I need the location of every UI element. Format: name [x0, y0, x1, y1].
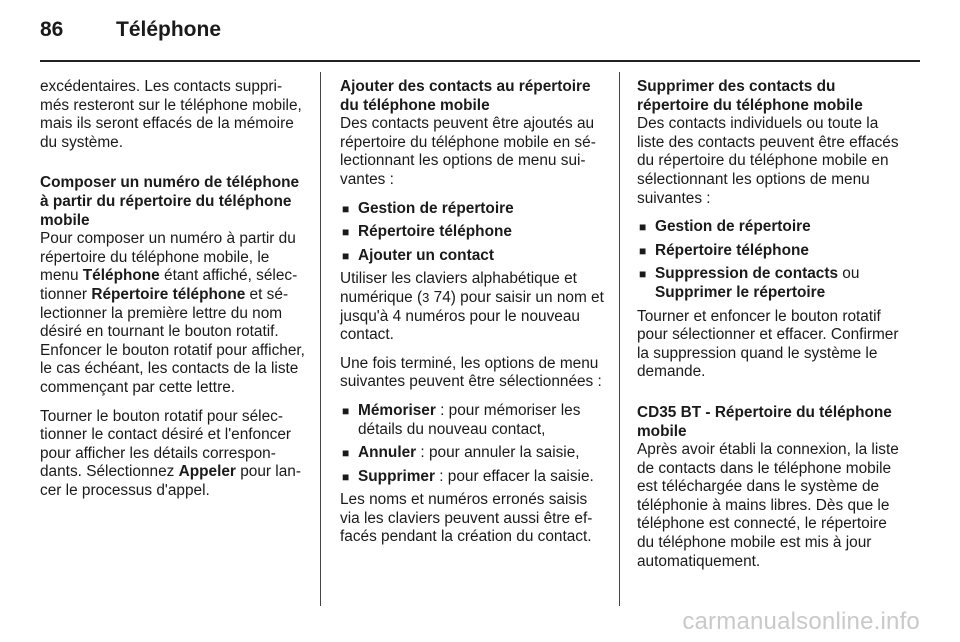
column-divider	[320, 72, 321, 606]
watermark: carmanualsonline.info	[682, 608, 920, 635]
menu-term: Téléphone	[82, 267, 160, 285]
paragraph: Des contacts individuels ou toute la liste des contacts peuvent être effacés du répertoire du téléphone mobile en sélectionnant les options de menu suivantes :	[637, 115, 899, 207]
section-heading: CD35 BT - Répertoire du téléphone mobile	[637, 403, 892, 440]
header-rule	[40, 60, 920, 62]
column-2	[340, 78, 606, 557]
paragraph: Pour composer un numéro à partir du répertoire du téléphone mobile, le menu Téléphone étant affiché, sélectionner Répertoire téléphone et sélectionner la première lettre du nom désiré en tournant le bouton rotatif. Enfoncer le bouton rotatif pour afficher, le cas échéant, les contacts de la liste commençant par cette lettre.	[40, 230, 305, 396]
section-heading: Composer un numéro de téléphone à partir du répertoire du téléphone mobile	[40, 174, 300, 229]
column-divider	[619, 72, 620, 606]
list-item: ■ Gestion de répertoire	[340, 200, 606, 219]
paragraph: Utiliser les claviers alphabétique et numérique (3 74) pour saisir un nom et jusqu'à 4 numéros pour le nouveau contact.	[340, 270, 604, 344]
page-reference-icon: 3	[422, 289, 430, 305]
list-item: ■ Ajouter un contact	[340, 247, 606, 266]
section-heading: Supprimer des contacts du répertoire du téléphone mobile	[637, 78, 863, 114]
list-item: ■ Mémoriser : pour mémoriser les détails du nouveau contact,	[340, 402, 606, 439]
paragraph: Une fois terminé, les options de menu suivantes peuvent être sélectionnées :	[340, 354, 602, 391]
option-list	[340, 402, 606, 486]
menu-term: Répertoire téléphone	[91, 285, 246, 303]
paragraph: Tourner le bouton rotatif pour sélectionner le contact désiré et l'enfoncer pour afficher les détails correspondants. Sélectionnez Appeler pour lancer le processus d'appel.	[40, 407, 301, 499]
list-item: ■ Répertoire téléphone	[637, 242, 903, 261]
list-item: ■ Suppression de contacts ou Supprimer le répertoire	[637, 265, 903, 302]
paragraph: Après avoir établi la connexion, la liste de contacts dans le téléphone mobile est téléchargée dans le système de téléphonie à mains libres. Dès que le téléphone est connecté, le répertoire du téléphone mobile est mis à jour automatiquement.	[637, 441, 899, 570]
list-item: ■ Annuler : pour annuler la saisie,	[340, 444, 606, 463]
page-number: 86	[40, 18, 64, 41]
paragraph: Des contacts peuvent être ajoutés au répertoire du téléphone mobile en sélectionnant les options de menu suivantes :	[340, 115, 596, 188]
menu-term: Appeler	[178, 463, 236, 481]
paragraph: Les noms et numéros erronés saisis via les claviers peuvent aussi être effacés pendant la création du contact.	[340, 491, 593, 546]
list-item: ■ Répertoire téléphone	[340, 223, 606, 242]
section-heading: Ajouter des contacts au répertoire du téléphone mobile	[340, 78, 591, 114]
menu-list	[637, 218, 903, 302]
column-3	[637, 78, 903, 581]
page-header	[40, 18, 221, 48]
menu-list	[340, 200, 606, 266]
page-title: Téléphone	[116, 18, 222, 41]
paragraph: Tourner et enfoncer le bouton rotatif pour sélectionner et effacer. Confirmer la suppression quand le système le demande.	[637, 307, 899, 381]
column-1	[40, 78, 306, 510]
paragraph: excédentaires. Les contacts supprimés resteront sur le téléphone mobile, mais ils seront effacés de la mémoire du système.	[40, 78, 302, 151]
list-item: ■ Gestion de répertoire	[637, 218, 903, 237]
list-item: ■ Supprimer : pour effacer la saisie.	[340, 468, 606, 487]
